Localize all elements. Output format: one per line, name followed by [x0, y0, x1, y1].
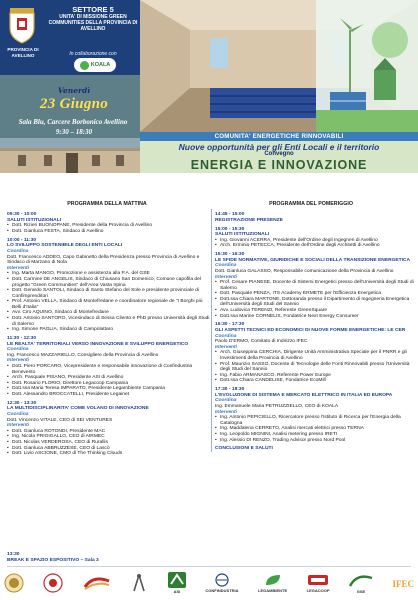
logo-item — [307, 573, 330, 593]
figure-logo-icon — [130, 573, 148, 593]
event-day: Venerdì — [57, 86, 91, 95]
event-date: 23 Giugno — [39, 96, 109, 112]
session-time: 17:30 - 18:30 — [215, 387, 245, 393]
logo-label: LEGACOOP — [306, 588, 330, 593]
speaker-list — [7, 429, 211, 457]
speaker: • Ing. Giovanni ACERRA, Presidente dell'Ordine degli Ingegneri di Avellino — [215, 238, 415, 244]
session-time: 11:30 - 12:30 — [7, 336, 37, 342]
coordinator: Paolo D'ERMO, Comitato di Indirizzo IFEC — [215, 339, 308, 345]
logo-label: CONFINDUSTRIA — [205, 588, 239, 593]
morning-program — [7, 209, 211, 457]
afternoon-heading: PROGRAMMA DEL POMERIGGIO — [269, 201, 353, 207]
speakers-label: Interventi — [7, 358, 30, 364]
session-time: 09:30 - 10:00 — [7, 212, 37, 218]
speakers-label: Interventi — [215, 409, 238, 415]
logo-item — [349, 572, 373, 594]
speaker: • Arch. Pasquale PISANO, Presidente ASI di Avellino — [7, 375, 211, 381]
speaker: • Dott. Gianluca ROTONDI, Presidente MAC — [7, 429, 211, 435]
session-title: L'EVOLUZIONE DI SISTEMA E MERCATO ELETTRICO IN ITALIA ED EUROPA — [215, 392, 393, 398]
session — [215, 212, 415, 223]
speaker: • Arch. Giuseppina CERCHIA, Dirigente Unità Amministrativa Speciale per il PNRR e gli Investimenti della Provincia di Avellino — [215, 350, 415, 361]
speaker: • Ing. Marta MANGO, Promozione e assistenza alla P.A. del GSE — [7, 271, 211, 277]
castle-building-image — [0, 138, 140, 173]
speakers-label: Interventi — [215, 274, 238, 280]
session-title: SALUTI ISTITUZIONALI — [7, 217, 62, 223]
coordinator-label: Coordina — [7, 248, 29, 254]
speaker: • Prof. Cesare PIANESE, Docente di Sistemi Energetici presso dell'Università degli Studi di Salerno — [215, 280, 415, 291]
logo-item — [130, 573, 148, 593]
speaker: • Dott. Rosario FLORIO, Direttore Legacoop Campania — [7, 381, 211, 387]
speaker: • Dott. Gerardo SANTOLI, Sindaco di Santo Stefano del Sole e presidente provinciale di Confimprenditori — [7, 288, 211, 299]
footer-divider — [7, 566, 411, 567]
logo-label: IFEC — [392, 578, 414, 589]
speaker-list — [7, 364, 211, 398]
session-time: 12:30 - 13:30 — [7, 400, 37, 406]
speaker-list — [7, 223, 211, 234]
logo-item — [83, 575, 111, 591]
speaker-list — [215, 415, 415, 443]
session-title: LE REALTA' TERRITORIALI VERSO INNOVAZIONE E SVILUPPO ENERGETICO — [7, 341, 189, 347]
session-title: LA MULTIDISCIPLINARITA' COME VOLANO DI INNOVAZIONE — [7, 406, 149, 412]
logo-label: ASI — [173, 589, 181, 594]
speaker: • Dott. Gianluca FESTA, Sindaco di Avellino — [7, 229, 211, 235]
speaker: • Avv. Ludovica TERENZI, Referente GreenSquare — [215, 308, 415, 314]
speaker: • Dott. Carmine DE ANGELIS, Sindaco di Chiusano San Domenico, Comune capofila del progetto "Green Communities" dell'Area Vasta Irpina — [7, 277, 211, 288]
coordinator-label: Coordina — [215, 333, 237, 339]
coordinator: Ing. Emmanuele Maria PETRUZZIELLO, CEO di KOALA — [215, 403, 339, 409]
break-time: 13:30 — [7, 552, 20, 557]
speaker: • Ing. Simone PAGLIA, Sindaco di Campolattaro — [7, 327, 211, 333]
speaker: • Dott. Antonio SANTORO, Vicesindaco di Sessa Cilento e PhD presso Università degli Studi di Salerno — [7, 316, 211, 327]
session-title: GLI ASPETTI TECNICI ED ECONOMICI DI NUOVE FORME ENERGETICHE: LE CER — [215, 328, 406, 334]
session-time: 15:30 - 16:30 — [215, 252, 245, 258]
session — [7, 212, 211, 234]
logo-label: LEGAMBIENTE — [258, 588, 288, 593]
coordinator: Dott. Gianluca GALASSO, Responsabile comunicazione della Provincia di Avellino — [215, 268, 394, 274]
closing-title: CONCLUSIONI E SALUTI — [215, 446, 273, 452]
coordinator-label: Coordina — [7, 347, 29, 353]
speaker: • Ing. Antonio PEPICIELLO, Ricercatore presso l'Istituto di Ricerca per l'Energia della Catalogna — [215, 415, 415, 426]
logo-item — [168, 572, 186, 594]
speaker: • Dott. Livio ASCIONE, CMO di The Thinking Clouds — [7, 451, 211, 457]
coordinator-label: Coordina — [215, 263, 237, 269]
koala-name: KOALA — [90, 62, 111, 68]
speaker: • Ing. Leopoldo MIGNINI, Analisi metering presso IRETI — [215, 432, 415, 438]
coop-logo-icon — [308, 573, 328, 587]
event-venue: Sala Blu, Carcere Borbonico Avellino — [18, 118, 128, 126]
break-session — [7, 552, 99, 563]
morning-heading: PROGRAMMA DELLA MATTINA — [67, 201, 147, 207]
speaker: • Ing. Nicola PRIGIGALLO, CEO di AIRMEC — [7, 434, 211, 440]
speaker: • Dott. Nicolas VERDEROSA, CEO di Rurallis — [7, 440, 211, 446]
session — [7, 238, 211, 333]
seal-icon — [43, 573, 63, 593]
speakers-label: Interventi — [215, 344, 238, 350]
event-title: ENERGIA E INNOVAZIONE — [190, 158, 368, 172]
program-headings — [7, 200, 411, 208]
session-time: 15:00 - 15:30 — [215, 226, 245, 232]
speaker-list — [7, 271, 211, 333]
speaker: • Ing. Alessio DI RENZO, Trading Advisor presso Nord Pool — [215, 438, 415, 444]
conference-room-image — [140, 0, 418, 132]
speaker: • Dott.ssa Marine CORNELIS, Fondatrice Next Energy Consumer — [215, 314, 415, 320]
convegno-label: Convegno — [264, 151, 294, 157]
session-time: 14:45 - 15:00 — [215, 212, 245, 218]
session — [215, 322, 415, 384]
speaker: • Dott. Rizieri BUONOPANE, Presidente della Provincia di Avellino — [7, 223, 211, 229]
session-title: LO SVILUPPO SOSTENIBILE DEGLI ENTI LOCALI — [7, 243, 123, 249]
seal-icon — [4, 573, 24, 593]
logo-label: GSE — [356, 589, 366, 594]
speaker: • Prof. Maurizio SASSO, Docente di Tecnologie delle Fonti Rinnovabili presso l'Università degli Studi del Sannio — [215, 362, 415, 373]
session — [215, 387, 415, 443]
coordinator-label: Coordina — [215, 398, 237, 404]
logo-item — [205, 573, 238, 593]
speaker-list — [215, 238, 415, 249]
speaker-list — [215, 350, 415, 384]
coordinator: Ing. Francesco MAZZARIELLO, Consigliere della Provincia di Avellino — [7, 352, 159, 358]
coordinator-label: Coordina — [7, 411, 29, 417]
speaker: • Dott.ssa Chiara MARTONE, Dottoranda presso il Dipartimento di Ingegneria Energetica dell'Università degli Studi del Sannio — [215, 297, 415, 308]
gse-logo-icon — [349, 572, 373, 588]
leaf-logo-icon — [264, 573, 282, 587]
logo-item — [392, 578, 414, 589]
session-time: 10:00 - 11:30 — [7, 237, 37, 243]
speaker: • Dott. Piero PORCARO, Vicepresidente e responsabile innovazione di Confindustria Benevento — [7, 364, 211, 375]
comunita-banner: COMUNITA' ENERGETICHE RINNOVABILI — [140, 132, 418, 141]
settore-label: SETTORE 5 — [72, 5, 114, 14]
logo-item — [4, 573, 24, 593]
event-header — [0, 0, 418, 173]
ribbon-logo-icon — [83, 575, 111, 591]
event-time: 9:30 – 18:30 — [55, 128, 93, 136]
logo-item — [258, 573, 287, 593]
asi-logo-icon — [168, 572, 186, 588]
session-title: REGISTRAZIONE PRESENZE — [215, 217, 283, 223]
session — [215, 252, 415, 319]
speaker: • Ing. Fabio ARMANASCO, Referente Power Europe — [215, 373, 415, 379]
speaker: • Prof. Antonio VELLA, Sindaco di Montefredane e coordinatore regionale de "I Borghi più Belli d'Italia" — [7, 299, 211, 310]
session — [7, 401, 211, 457]
session — [215, 227, 415, 249]
koala-leaf-icon — [80, 61, 89, 70]
koala-logo — [74, 58, 116, 72]
speaker: • Arch. Erminio PETECCA, Presidente dell'Ordine degli Architetti di Avellino — [215, 243, 415, 249]
logo-item — [43, 573, 63, 593]
collab-label: In collaborazione con — [69, 51, 117, 57]
speaker: • Dott. Pasquale PENZA, ITS Academy ERMETE per l'Efficienza Energetica — [215, 291, 415, 297]
province-name: PROVINCIA DI AVELLINO — [7, 47, 39, 58]
province-crest-icon — [7, 8, 37, 44]
session-title: LE SFIDE NORMATIVE, GIURIDICHE E SOCIALI DELLA TRANSIZIONE ENERGETICA — [215, 257, 411, 263]
session-title: SALUTI ISTITUZIONALI — [215, 232, 270, 238]
unita-label: UNITA' DI MISSIONE GREEN COMMUNITIES DELLA PROVINCIA DI AVELLINO — [48, 14, 138, 32]
event-subtitle: Nuove opportunità per gli Enti Locali e il territorio — [178, 142, 380, 152]
coordinator: Dott. Francesco ADDEO, Capo Gabinetto della Presidenza presso Provincia di Avellino e Sindaco di Marzano di Nola — [7, 254, 200, 266]
speakers-label: Interventi — [7, 265, 30, 271]
speaker-list — [215, 280, 415, 319]
speaker: • Dott. Gianluca ABBRUZZESE, CEO di Lascò — [7, 446, 211, 452]
emblem-icon — [212, 573, 232, 587]
coordinator: Dott. Vincenzo VITALE, CEO di SEI VENTURES — [7, 417, 113, 423]
speaker: • Ing. Maddalena CERRETO, Analisi mercati elettrici presso TERNA — [215, 426, 415, 432]
session — [7, 336, 211, 398]
speaker: • Dott.ssa Maria Teresa IMPARATO, Presidente Legambiente Campania — [7, 386, 211, 392]
speaker: • Dott. Alessandro BROCCATELLI, Presidente Legainet — [7, 392, 211, 398]
speaker: • Dott.ssa Chiara CANDELISE, Fondatrice EcoMill — [215, 378, 415, 384]
session-time: 16:30 - 17:30 — [215, 322, 245, 328]
sponsor-logos — [4, 569, 414, 597]
session — [215, 446, 415, 452]
break-title: BREAK E SPAZIO ESPOSITIVO – Sala 3 — [7, 557, 99, 563]
speaker: • Avv. Ciro AQUINO, Sindaco di Montefredane — [7, 310, 211, 316]
speakers-label: Interventi — [7, 423, 30, 429]
afternoon-program — [211, 209, 415, 452]
